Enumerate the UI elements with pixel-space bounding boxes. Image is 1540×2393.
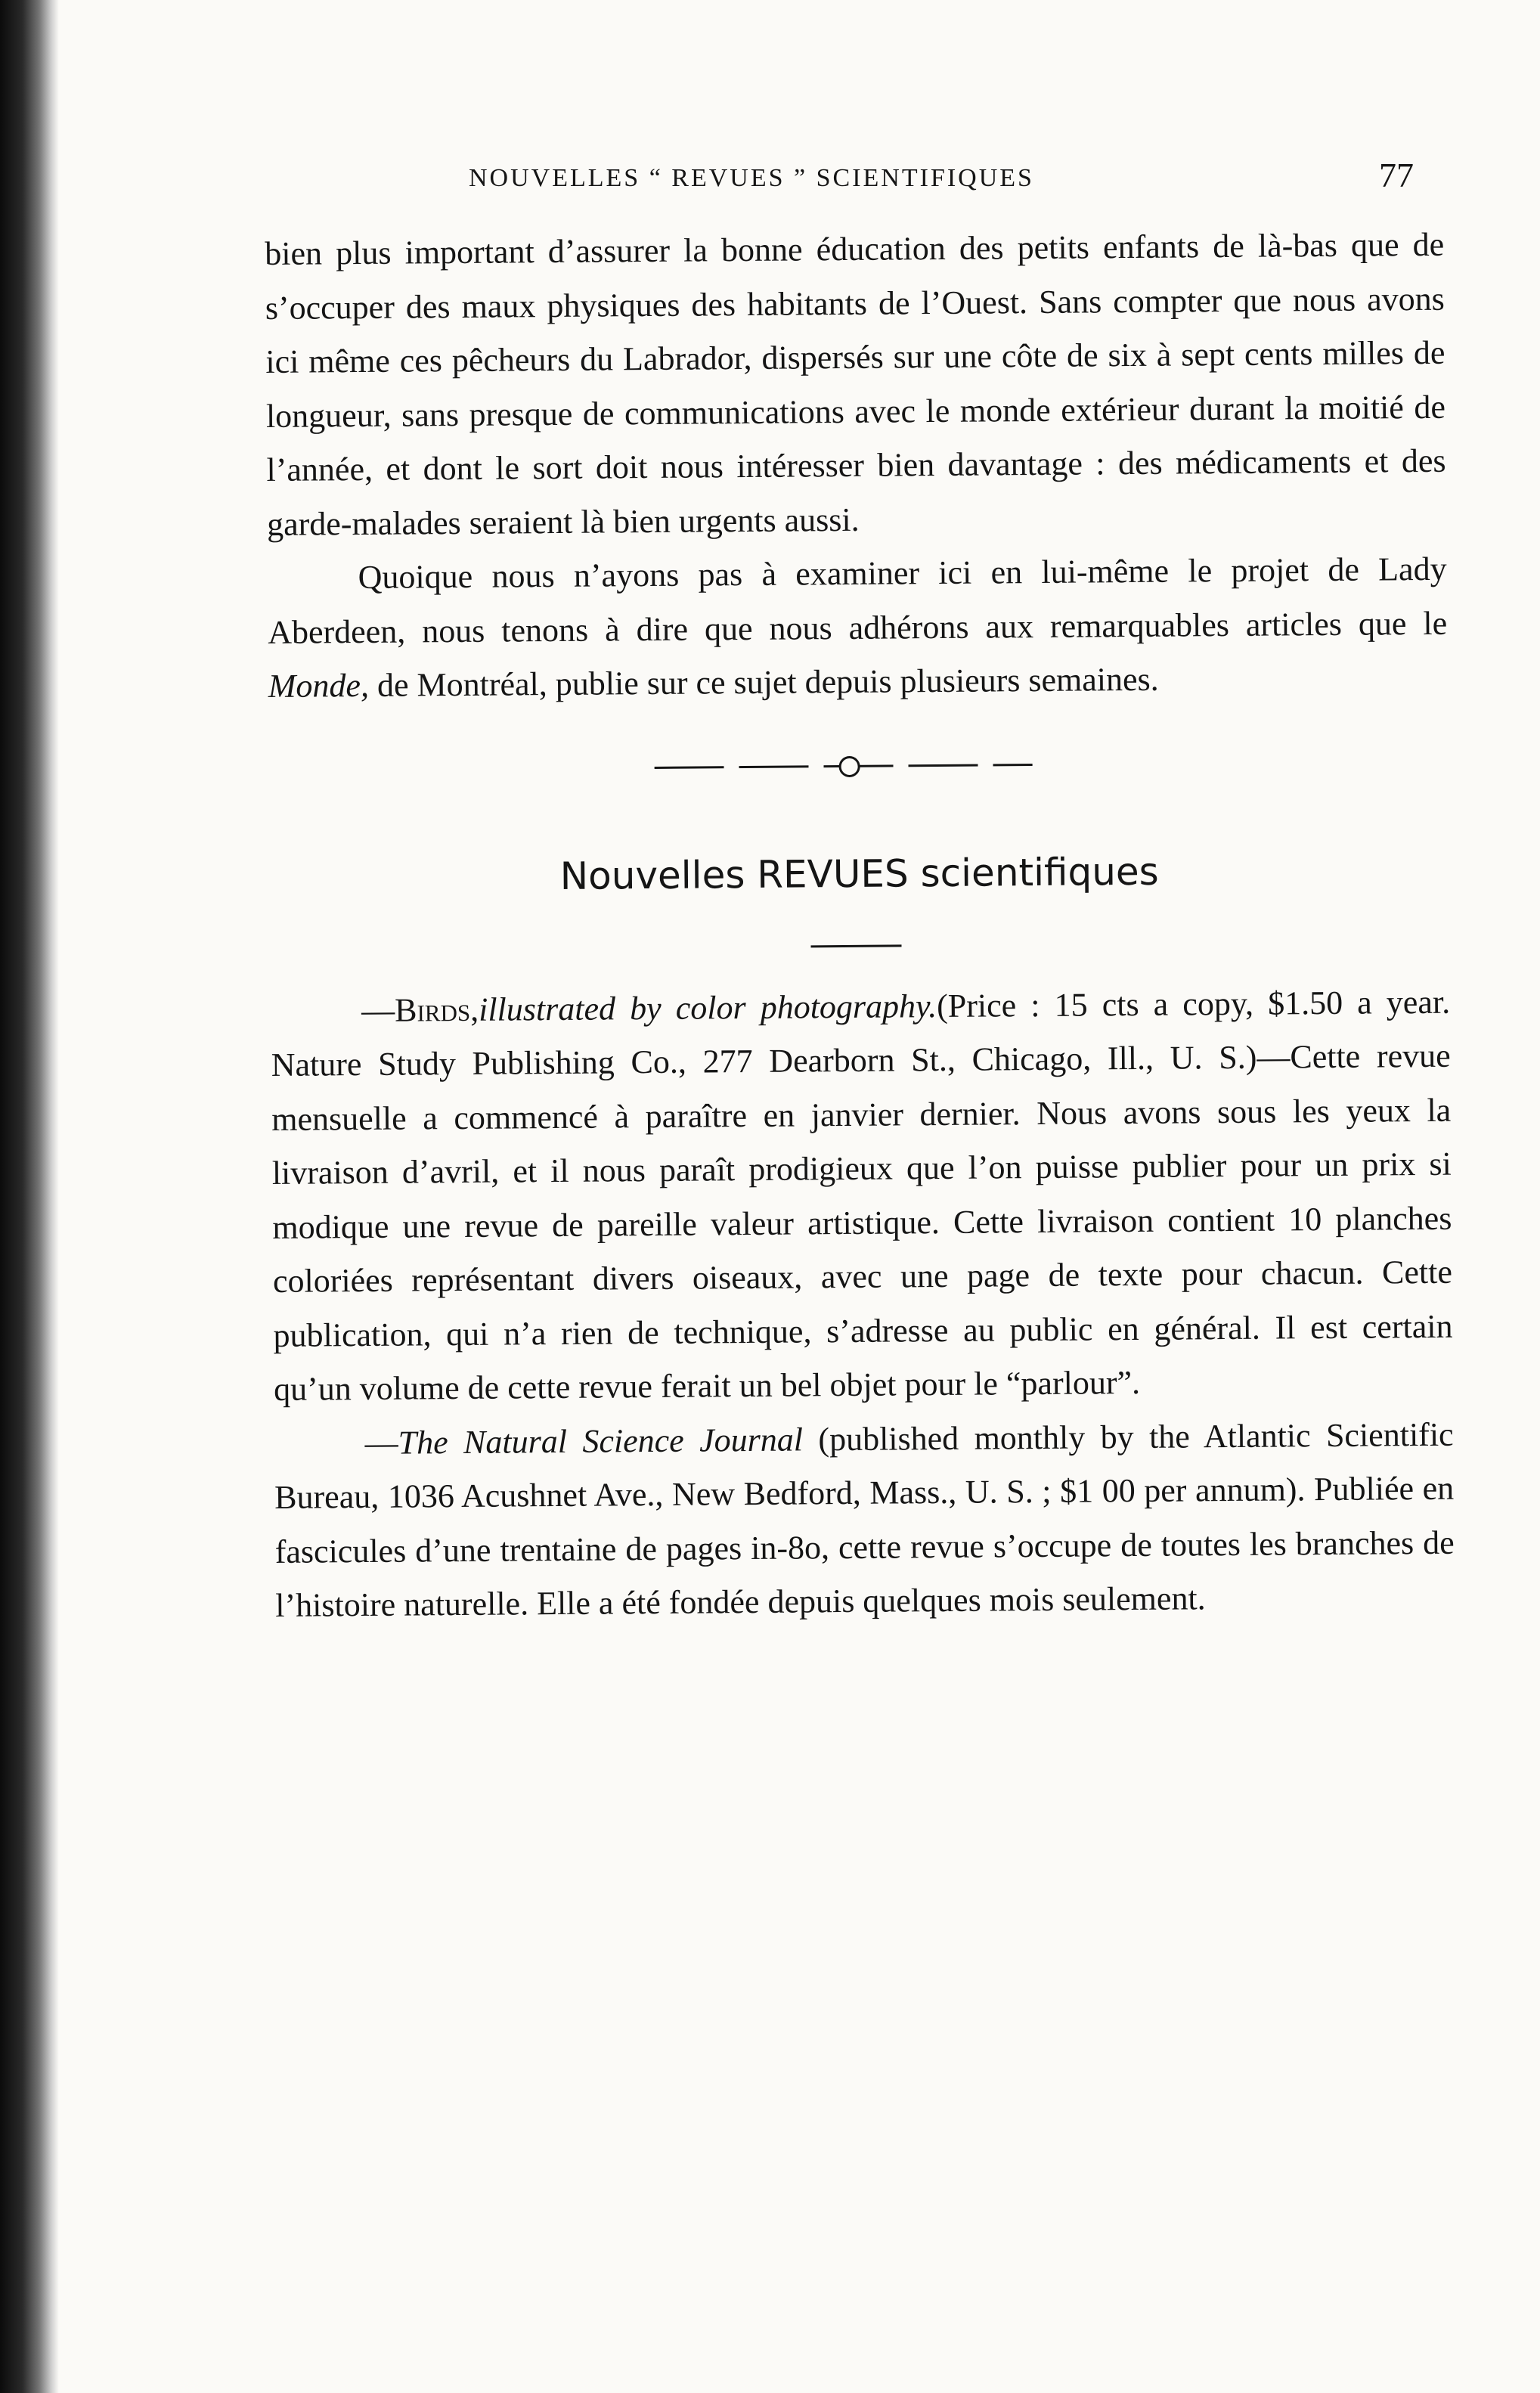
page-number: 77 [1379, 156, 1414, 194]
paragraph-continuation: bien plus important d’assurer la bonne éducation des petits enfants de là-bas que de s’occuper des maux physiques des habitants de l’Ouest. Sans compter que nous avons ici même ces pêcheurs du Labrador, dispersés sur une côte de six à sept cents milles de longueur, sans presque de communications avec le monde extérieur durant la moitié de l’année, et dont le sort doit nous intéresser bien davantage : des médicaments et des garde-malades seraient là bien urgents aussi. [265, 225, 1446, 543]
short-rule-line [810, 944, 901, 947]
review-nsj-body: (published monthly by the Atlantic Scientific Bureau, 1036 Acushnet Ave., New Bedford, Mass., U. S. ; $1 00 per annum). Publiée en fascicules d’une trentaine de pages in-8o, cette revue s’occupe de toutes les branches de l’histoire naturelle. Elle a été fondée depuis quelques mois seulement. [274, 1415, 1455, 1624]
review-birds-name: Birds, [394, 990, 479, 1029]
running-head [469, 155, 1414, 200]
section-title: Nouvelles REVUES scientifiques [559, 849, 1159, 898]
review-natural-science-journal [274, 1407, 1455, 1632]
divider-circle [839, 755, 860, 776]
review-birds [271, 975, 1453, 1416]
review-birds-body: (Price : 15 cts a copy, $1.50 a year. Nature Study Publishing Co., 277 Dearborn St., Chicago, Ill., U. S.)—Cette revue mensuelle a commencé à paraître en janvier dernier. Nous avons sous les yeux la livraison d’avril, et il nous paraît prodigieux que l’on puisse publier pour un prix si modique une revue de pareille valeur artistique. Cette livraison contient 10 planches coloriées représentant divers oiseaux, avec une page de texte pour chacun. Cette publication, qui n’a rien de technique, s’adresse au public en général. Il est certain qu’un volume de cette revue ferait un bel objet pour le “parlour”. [271, 983, 1453, 1408]
paragraph-aberdeen-text-2: de Montréal, publie sur ce sujet depuis plusieurs semaines. [368, 660, 1159, 704]
running-head-title: NOUVELLES “ REVUES ” SCIENTIFIQUES [469, 164, 1034, 192]
review-birds-dash: — [361, 991, 395, 1029]
ornamental-divider [268, 704, 1449, 832]
short-rule [270, 914, 1450, 984]
paragraph-aberdeen-text-1: Quoique nous n’ayons pas à examiner ici en lui-même le projet de Lady Aberdeen, nous tenons à dire que nous adhérons aux remarquables articles que le [268, 550, 1448, 651]
review-nsj-dash: — [364, 1424, 398, 1462]
journal-name-monde: Monde, [268, 666, 370, 705]
review-nsj-name: The Natural Science Journal [398, 1420, 804, 1462]
paragraph-aberdeen [267, 542, 1448, 714]
page-text [265, 218, 1455, 1633]
review-birds-subtitle: illustrated by color photography. [478, 987, 937, 1028]
book-binding-edge [0, 0, 59, 2393]
